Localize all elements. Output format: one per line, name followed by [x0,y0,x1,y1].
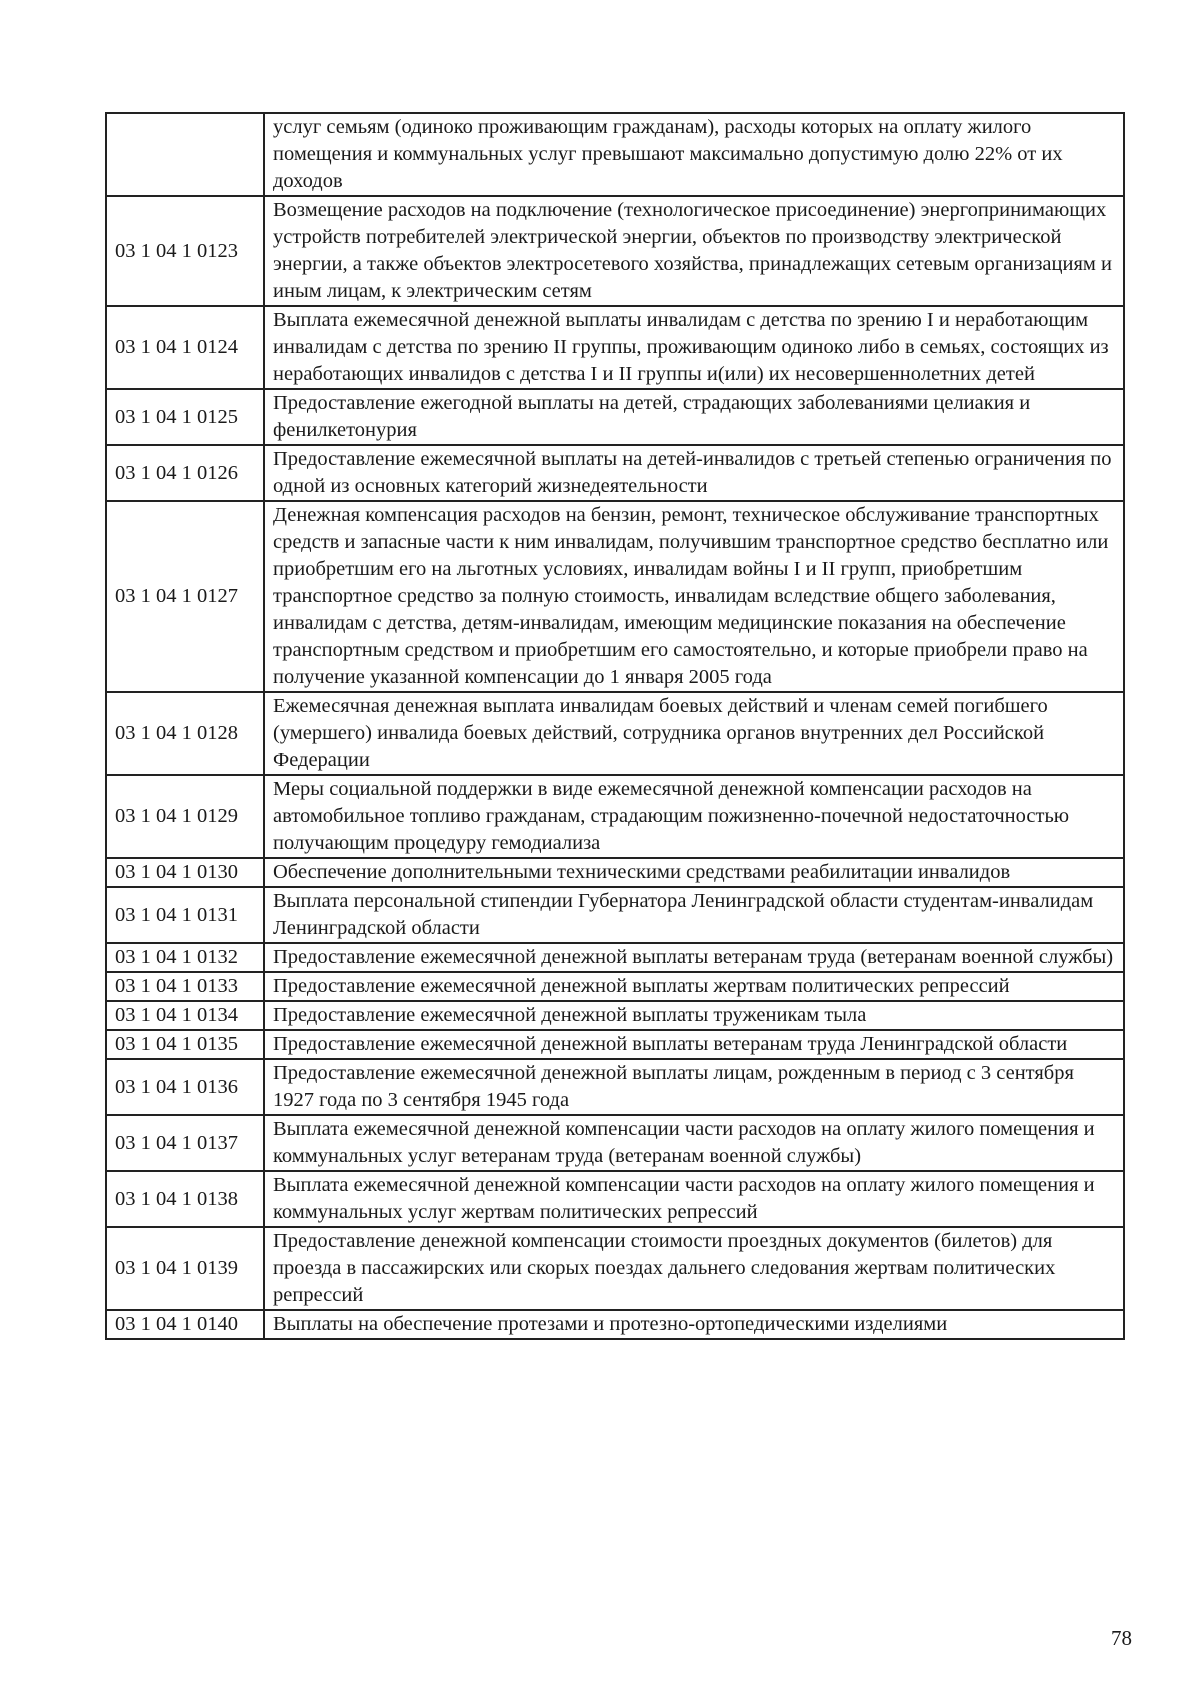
row-description-cell: Предоставление денежной компенсации стоимости проездных документов (билетов) для проезда в пассажирских или скорых поездах дальнего следования жертвам политических репрессий [264,1227,1124,1310]
row-description-cell: Выплата ежемесячной денежной компенсации части расходов на оплату жилого помещения и коммунальных услуг ветеранам труда (ветеранам военной службы) [264,1115,1124,1171]
row-code-cell: 03 1 04 1 0140 [106,1310,264,1339]
row-code-cell: 03 1 04 1 0124 [106,306,264,389]
table-row [106,1030,1124,1059]
table-row [106,1115,1124,1171]
row-description-cell: Возмещение расходов на подключение (технологическое присоединение) энергопринимающих устройств потребителей электрической энергии, объектов по производству электрической энергии, а также объектов электросетевого хозяйства, принадлежащих сетевым организациям и иным лицам, к электрическим сетям [264,196,1124,306]
table-row [106,972,1124,1001]
table-row [106,887,1124,943]
table-row [106,113,1124,196]
table-row [106,389,1124,445]
row-description-cell: Выплата персональной стипендии Губернатора Ленинградской области студентам-инвалидам Ленинградской области [264,887,1124,943]
row-description-cell: Предоставление ежемесячной денежной выплаты ветеранам труда (ветеранам военной службы) [264,943,1124,972]
table-row [106,692,1124,775]
row-code-cell: 03 1 04 1 0136 [106,1059,264,1115]
table-row [106,1227,1124,1310]
row-code-cell: 03 1 04 1 0129 [106,775,264,858]
row-code-cell: 03 1 04 1 0139 [106,1227,264,1310]
table-row [106,306,1124,389]
row-description-cell: Денежная компенсация расходов на бензин, ремонт, техническое обслуживание транспортных средств и запасные части к ним инвалидам, получившим транспортное средство бесплатно или приобретшим его на льготных условиях, инвалидам войны I и II групп, приобретшим транспортное средство за полную стоимость, инвалидам вследствие общего заболевания, инвалидам с детства, детям-инвалидам, имеющим медицинские показания на обеспечение транспортным средством и приобретшим его самостоятельно, и которые приобрели право на получение указанной компенсации до 1 января 2005 года [264,501,1124,692]
row-code-cell: 03 1 04 1 0127 [106,501,264,692]
table-row [106,943,1124,972]
table-row [106,775,1124,858]
row-code-cell: 03 1 04 1 0138 [106,1171,264,1227]
row-code-cell: 03 1 04 1 0132 [106,943,264,972]
row-description-cell: услуг семьям (одиноко проживающим гражданам), расходы которых на оплату жилого помещения и коммунальных услуг превышают максимально допустимую долю 22% от их доходов [264,113,1124,196]
row-code-cell: 03 1 04 1 0128 [106,692,264,775]
row-description-cell: Выплаты на обеспечение протезами и протезно-ортопедическими изделиями [264,1310,1124,1339]
row-description-cell: Предоставление ежегодной выплаты на детей, страдающих заболеваниями целиакия и фенилкетонурия [264,389,1124,445]
table-row [106,445,1124,501]
row-code-cell: 03 1 04 1 0137 [106,1115,264,1171]
table-row [106,1001,1124,1030]
row-description-cell: Предоставление ежемесячной денежной выплаты труженикам тыла [264,1001,1124,1030]
row-description-cell: Ежемесячная денежная выплата инвалидам боевых действий и членам семей погибшего (умершего) инвалида боевых действий, сотрудника органов внутренних дел Российской Федерации [264,692,1124,775]
table-row [106,1310,1124,1339]
row-description-cell: Предоставление ежемесячной денежной выплаты жертвам политических репрессий [264,972,1124,1001]
row-description-cell: Предоставление ежемесячной выплаты на детей-инвалидов с третьей степенью ограничения по одной из основных категорий жизнедеятельности [264,445,1124,501]
table-row [106,501,1124,692]
row-description-cell: Меры социальной поддержки в виде ежемесячной денежной компенсации расходов на автомобильное топливо гражданам, страдающим пожизненно-почечной недостаточностью получающим процедуру гемодиализа [264,775,1124,858]
table-body [106,113,1124,1339]
table-row [106,858,1124,887]
row-description-cell: Обеспечение дополнительными техническими средствами реабилитации инвалидов [264,858,1124,887]
row-description-cell: Выплата ежемесячной денежной выплаты инвалидам с детства по зрению I и неработающим инвалидам с детства по зрению II группы, проживающим одиноко либо в семьях, состоящих из неработающих инвалидов с детства I и II группы и(или) их несовершеннолетних детей [264,306,1124,389]
table-row [106,1059,1124,1115]
table-row [106,196,1124,306]
row-description-cell: Выплата ежемесячной денежной компенсации части расходов на оплату жилого помещения и коммунальных услуг жертвам политических репрессий [264,1171,1124,1227]
page-number: 78 [1111,1626,1132,1650]
row-code-cell: 03 1 04 1 0126 [106,445,264,501]
row-code-cell: 03 1 04 1 0123 [106,196,264,306]
row-code-cell: 03 1 04 1 0134 [106,1001,264,1030]
row-description-cell: Предоставление ежемесячной денежной выплаты ветеранам труда Ленинградской области [264,1030,1124,1059]
row-code-cell: 03 1 04 1 0130 [106,858,264,887]
row-description-cell: Предоставление ежемесячной денежной выплаты лицам, рожденным в период с 3 сентября 1927 года по 3 сентября 1945 года [264,1059,1124,1115]
budget-codes-table [105,112,1125,1340]
row-code-cell: 03 1 04 1 0125 [106,389,264,445]
row-code-cell [106,113,264,196]
row-code-cell: 03 1 04 1 0131 [106,887,264,943]
table-row [106,1171,1124,1227]
row-code-cell: 03 1 04 1 0133 [106,972,264,1001]
row-code-cell: 03 1 04 1 0135 [106,1030,264,1059]
